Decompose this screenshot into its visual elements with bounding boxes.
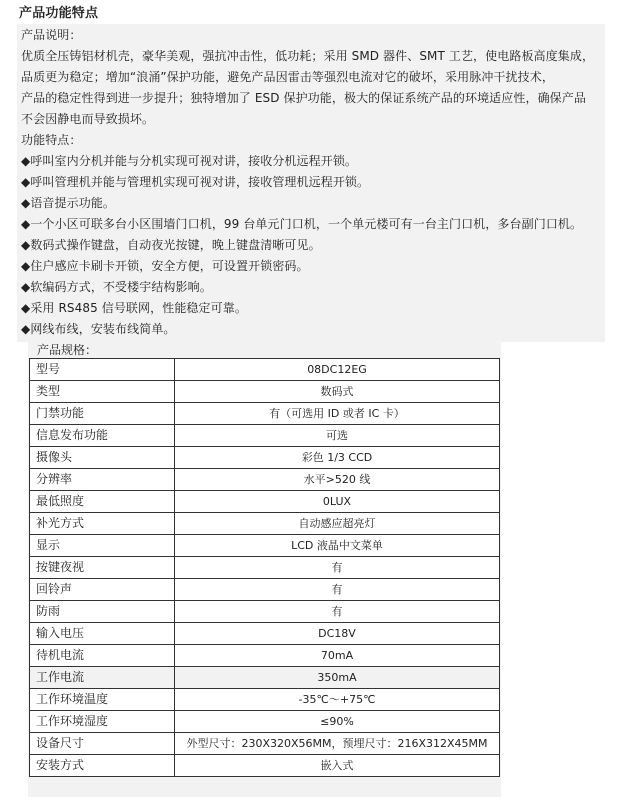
spec-table bbox=[29, 358, 500, 777]
page-title: 产品功能特点 bbox=[19, 6, 99, 21]
spec-key: 工作环境湿度 bbox=[30, 711, 175, 733]
feature-item: ◆软编码方式，不受楼宇结构影响。 bbox=[21, 280, 212, 294]
table-row bbox=[30, 381, 500, 403]
spec-key: 显示 bbox=[30, 535, 175, 557]
spec-key: 回铃声 bbox=[30, 579, 175, 601]
spec-value: 数码式 bbox=[175, 381, 500, 403]
spec-key: 分辨率 bbox=[30, 469, 175, 491]
feature-item: ◆呼叫管理机并能与管理机实现可视对讲，接收管理机远程开锁。 bbox=[21, 175, 370, 189]
spec-value: 08DC12EG bbox=[175, 359, 500, 381]
intro-line-2: 品质更为稳定；增加“浪涌”保护功能，避免产品因雷击等强烈电流对它的破坏，采用脉冲干扰技术， bbox=[21, 70, 554, 84]
spec-key: 按键夜视 bbox=[30, 557, 175, 579]
spec-value: 70mA bbox=[175, 645, 500, 667]
table-row bbox=[30, 491, 500, 513]
spec-value: 可选 bbox=[175, 425, 500, 447]
table-row bbox=[30, 425, 500, 447]
spec-key: 型号 bbox=[30, 359, 175, 381]
spec-key: 信息发布功能 bbox=[30, 425, 175, 447]
table-row bbox=[30, 711, 500, 733]
feature-item: ◆一个小区可联多台小区围墙门口机，99 台单元门口机，一个单元楼可有一台主门口机，多台副门口机。 bbox=[21, 217, 583, 231]
intro-heading: 产品说明： bbox=[21, 28, 82, 42]
spec-value: 外型尺寸：230X320X56MM，预埋尺寸：216X312X45MM bbox=[175, 733, 500, 755]
spec-value: DC18V bbox=[175, 623, 500, 645]
features-heading: 功能特点： bbox=[21, 133, 82, 147]
spec-value: LCD 液晶中文菜单 bbox=[175, 535, 500, 557]
spec-value: 自动感应超亮灯 bbox=[175, 513, 500, 535]
feature-item: ◆呼叫室内分机并能与分机实现可视对讲，接收分机远程开锁。 bbox=[21, 154, 358, 168]
table-row bbox=[30, 469, 500, 491]
spec-value: 有 bbox=[175, 557, 500, 579]
spec-key: 待机电流 bbox=[30, 645, 175, 667]
spec-value: 嵌入式 bbox=[175, 755, 500, 777]
feature-item: ◆采用 RS485 信号联网，性能稳定可靠。 bbox=[21, 301, 247, 315]
feature-item: ◆语音提示功能。 bbox=[21, 196, 116, 210]
spec-value: -35℃～+75℃ bbox=[175, 689, 500, 711]
spec-value: 0LUX bbox=[175, 491, 500, 513]
spec-value: ≤90% bbox=[175, 711, 500, 733]
table-row bbox=[30, 645, 500, 667]
table-row bbox=[30, 623, 500, 645]
spec-value: 有 bbox=[175, 601, 500, 623]
feature-item: ◆网线布线，安装布线简单。 bbox=[21, 322, 176, 336]
table-row bbox=[30, 733, 500, 755]
spec-key: 门禁功能 bbox=[30, 403, 175, 425]
table-row bbox=[30, 513, 500, 535]
table-row bbox=[30, 667, 500, 689]
intro-line-3: 产品的稳定性得到进一步提升；独特增加了 ESD 保护功能，极大的保证系统产品的环境适应性，确保产品 bbox=[21, 91, 586, 105]
spec-value: 有（可选用 ID 或者 IC 卡） bbox=[175, 403, 500, 425]
spec-key: 输入电压 bbox=[30, 623, 175, 645]
spec-value: 水平>520 线 bbox=[175, 469, 500, 491]
table-row bbox=[30, 359, 500, 381]
spec-caption: 产品规格： bbox=[37, 343, 98, 357]
spec-key: 摄像头 bbox=[30, 447, 175, 469]
spec-key: 防雨 bbox=[30, 601, 175, 623]
table-row bbox=[30, 403, 500, 425]
spec-value: 有 bbox=[175, 579, 500, 601]
intro-line-1: 优质全压铸铝材机壳，豪华美观，强抗冲击性，低功耗；采用 SMD 器件、SMT 工艺，使电路板高度集成， bbox=[21, 49, 595, 63]
spec-key: 补光方式 bbox=[30, 513, 175, 535]
spec-value: 彩色 1/3 CCD bbox=[175, 447, 500, 469]
spec-key: 最低照度 bbox=[30, 491, 175, 513]
table-row bbox=[30, 535, 500, 557]
table-row bbox=[30, 601, 500, 623]
spec-key: 安装方式 bbox=[30, 755, 175, 777]
spec-value: 350mA bbox=[175, 667, 500, 689]
table-row bbox=[30, 579, 500, 601]
spec-key: 工作环境温度 bbox=[30, 689, 175, 711]
table-row bbox=[30, 557, 500, 579]
spec-key: 设备尺寸 bbox=[30, 733, 175, 755]
intro-line-4: 不会因静电而导致损坏。 bbox=[21, 112, 155, 126]
table-row bbox=[30, 689, 500, 711]
table-row bbox=[30, 447, 500, 469]
spec-key: 工作电流 bbox=[30, 667, 175, 689]
feature-item: ◆住户感应卡刷卡开锁，安全方便，可设置开锁密码。 bbox=[21, 259, 309, 273]
spec-key: 类型 bbox=[30, 381, 175, 403]
table-row bbox=[30, 755, 500, 777]
feature-item: ◆数码式操作键盘，自动夜光按键，晚上键盘清晰可见。 bbox=[21, 238, 321, 252]
